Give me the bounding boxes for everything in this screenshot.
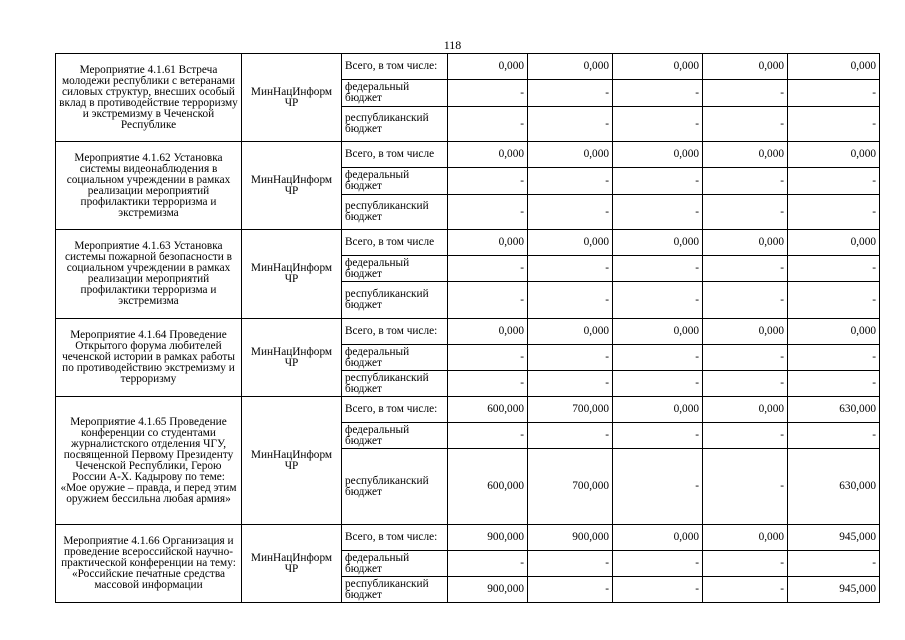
funding-source-cell: республиканский бюджет — [342, 195, 448, 230]
funding-source-cell: федеральный бюджет — [342, 551, 448, 577]
amount-cell: 0,000 — [528, 54, 613, 80]
amount-cell: - — [448, 168, 528, 195]
amount-cell: - — [788, 195, 880, 230]
amount-cell: - — [528, 423, 613, 449]
amount-cell: 0,000 — [703, 142, 788, 168]
amount-cell: 945,000 — [788, 577, 880, 603]
amount-cell: - — [613, 449, 703, 525]
funding-source-cell: республиканский бюджет — [342, 282, 448, 319]
amount-cell: 0,000 — [788, 54, 880, 80]
amount-cell: - — [788, 80, 880, 107]
amount-cell: - — [703, 371, 788, 397]
amount-cell: 0,000 — [448, 54, 528, 80]
amount-cell: 600,000 — [448, 397, 528, 423]
amount-cell: 0,000 — [703, 525, 788, 551]
amount-cell: - — [448, 282, 528, 319]
executor-cell: МинНацИнформ ЧР — [242, 54, 342, 142]
amount-cell: - — [528, 551, 613, 577]
measure-description: Мероприятие 4.1.62 Установка системы видеонаблюдения в социальном учреждении в рамках реализации мероприятий профилактики терроризма и экстремизма — [56, 142, 242, 230]
amount-cell: 900,000 — [528, 525, 613, 551]
amount-cell: 0,000 — [528, 142, 613, 168]
measure-description: Мероприятие 4.1.61 Встреча молодежи республики с ветеранами силовых структур, внесших особый вклад в противодействие терроризму и экстремизму в Чеченской Республике — [56, 54, 242, 142]
amount-cell: - — [448, 107, 528, 142]
amount-cell: - — [528, 371, 613, 397]
amount-cell: - — [613, 345, 703, 371]
amount-cell: 0,000 — [613, 230, 703, 256]
amount-cell: 0,000 — [788, 230, 880, 256]
amount-cell: - — [613, 80, 703, 107]
amount-cell: 0,000 — [528, 319, 613, 345]
amount-cell: - — [788, 107, 880, 142]
funding-source-cell: Всего, в том числе — [342, 230, 448, 256]
amount-cell: - — [613, 256, 703, 282]
amount-cell: - — [613, 168, 703, 195]
funding-source-cell: федеральный бюджет — [342, 168, 448, 195]
amount-cell: - — [448, 345, 528, 371]
amount-cell: 0,000 — [448, 142, 528, 168]
funding-source-cell: Всего, в том числе: — [342, 319, 448, 345]
table-row — [56, 230, 880, 256]
funding-source-cell: республиканский бюджет — [342, 577, 448, 603]
funding-source-cell: Всего, в том числе — [342, 142, 448, 168]
amount-cell: - — [703, 107, 788, 142]
amount-cell: - — [788, 282, 880, 319]
funding-source-cell: республиканский бюджет — [342, 107, 448, 142]
amount-cell: 0,000 — [613, 397, 703, 423]
amount-cell: 0,000 — [788, 142, 880, 168]
amount-cell: - — [703, 256, 788, 282]
amount-cell: - — [703, 282, 788, 319]
amount-cell: 0,000 — [703, 230, 788, 256]
funding-source-cell: федеральный бюджет — [342, 80, 448, 107]
amount-cell: - — [788, 168, 880, 195]
table-row — [56, 319, 880, 345]
executor-cell: МинНацИнформ ЧР — [242, 397, 342, 525]
amount-cell: - — [703, 80, 788, 107]
amount-cell: 700,000 — [528, 397, 613, 423]
amount-cell: - — [613, 551, 703, 577]
executor-cell: МинНацИнформ ЧР — [242, 230, 342, 319]
funding-source-cell: республиканский бюджет — [342, 371, 448, 397]
amount-cell: 630,000 — [788, 397, 880, 423]
amount-cell: - — [703, 195, 788, 230]
amount-cell: - — [788, 345, 880, 371]
amount-cell: - — [703, 577, 788, 603]
amount-cell: - — [788, 256, 880, 282]
amount-cell: - — [448, 80, 528, 107]
amount-cell: - — [703, 345, 788, 371]
table-row — [56, 397, 880, 423]
amount-cell: - — [613, 195, 703, 230]
funding-source-cell: республиканский бюджет — [342, 449, 448, 525]
page-number: 118 — [443, 38, 462, 52]
amount-cell: 0,000 — [703, 319, 788, 345]
amount-cell: - — [528, 80, 613, 107]
amount-cell: - — [613, 577, 703, 603]
amount-cell: - — [788, 551, 880, 577]
funding-source-cell: Всего, в том числе: — [342, 525, 448, 551]
amount-cell: 0,000 — [703, 397, 788, 423]
amount-cell: - — [613, 282, 703, 319]
amount-cell: - — [788, 371, 880, 397]
executor-cell: МинНацИнформ ЧР — [242, 319, 342, 397]
amount-cell: - — [528, 577, 613, 603]
amount-cell: 0,000 — [448, 230, 528, 256]
measure-description: Мероприятие 4.1.66 Организация и проведение всероссийской научно-практической конференции на тему: «Российские печатные средства массовой информации — [56, 525, 242, 603]
amount-cell: - — [703, 168, 788, 195]
amount-cell: 0,000 — [613, 525, 703, 551]
amount-cell: 900,000 — [448, 525, 528, 551]
amount-cell: 600,000 — [448, 449, 528, 525]
amount-cell: - — [528, 256, 613, 282]
amount-cell: 0,000 — [613, 54, 703, 80]
amount-cell: - — [448, 371, 528, 397]
amount-cell: - — [448, 551, 528, 577]
amount-cell: 700,000 — [528, 449, 613, 525]
amount-cell: - — [613, 107, 703, 142]
amount-cell: - — [528, 345, 613, 371]
measure-description: Мероприятие 4.1.64 Проведение Открытого форума любителей чеченской истории в рамках работы по противодействию экстремизму и терроризму — [56, 319, 242, 397]
amount-cell: - — [528, 107, 613, 142]
budget-table — [55, 53, 880, 603]
executor-cell: МинНацИнформ ЧР — [242, 142, 342, 230]
amount-cell: 630,000 — [788, 449, 880, 525]
amount-cell: - — [448, 195, 528, 230]
amount-cell: 0,000 — [448, 319, 528, 345]
amount-cell: - — [788, 423, 880, 449]
amount-cell: - — [528, 282, 613, 319]
amount-cell: 900,000 — [448, 577, 528, 603]
funding-source-cell: Всего, в том числе: — [342, 397, 448, 423]
amount-cell: - — [703, 551, 788, 577]
table-row — [56, 142, 880, 168]
amount-cell: - — [448, 256, 528, 282]
amount-cell: 0,000 — [788, 319, 880, 345]
amount-cell: 0,000 — [528, 230, 613, 256]
amount-cell: 0,000 — [613, 142, 703, 168]
amount-cell: 0,000 — [613, 319, 703, 345]
funding-source-cell: Всего, в том числе: — [342, 54, 448, 80]
amount-cell: - — [613, 423, 703, 449]
funding-source-cell: федеральный бюджет — [342, 345, 448, 371]
amount-cell: - — [613, 371, 703, 397]
table-row — [56, 525, 880, 551]
amount-cell: 945,000 — [788, 525, 880, 551]
amount-cell: - — [528, 195, 613, 230]
amount-cell: - — [703, 423, 788, 449]
funding-source-cell: федеральный бюджет — [342, 256, 448, 282]
measure-description: Мероприятие 4.1.65 Проведение конференции со студентами журналистского отделения ЧГУ, посвященной Первому Президенту Чеченской Республики, Герою России А-Х. Кадырову по теме: «Мое оружие – правда, и перед этим оружием бессильна любая армия» — [56, 397, 242, 525]
amount-cell: 0,000 — [703, 54, 788, 80]
table-row — [56, 54, 880, 80]
amount-cell: - — [703, 449, 788, 525]
funding-source-cell: федеральный бюджет — [342, 423, 448, 449]
amount-cell: - — [528, 168, 613, 195]
amount-cell: - — [448, 423, 528, 449]
executor-cell: МинНацИнформ ЧР — [242, 525, 342, 603]
measure-description: Мероприятие 4.1.63 Установка системы пожарной безопасности в социальном учреждении в рамках реализации мероприятий профилактики терроризма и экстремизма — [56, 230, 242, 319]
